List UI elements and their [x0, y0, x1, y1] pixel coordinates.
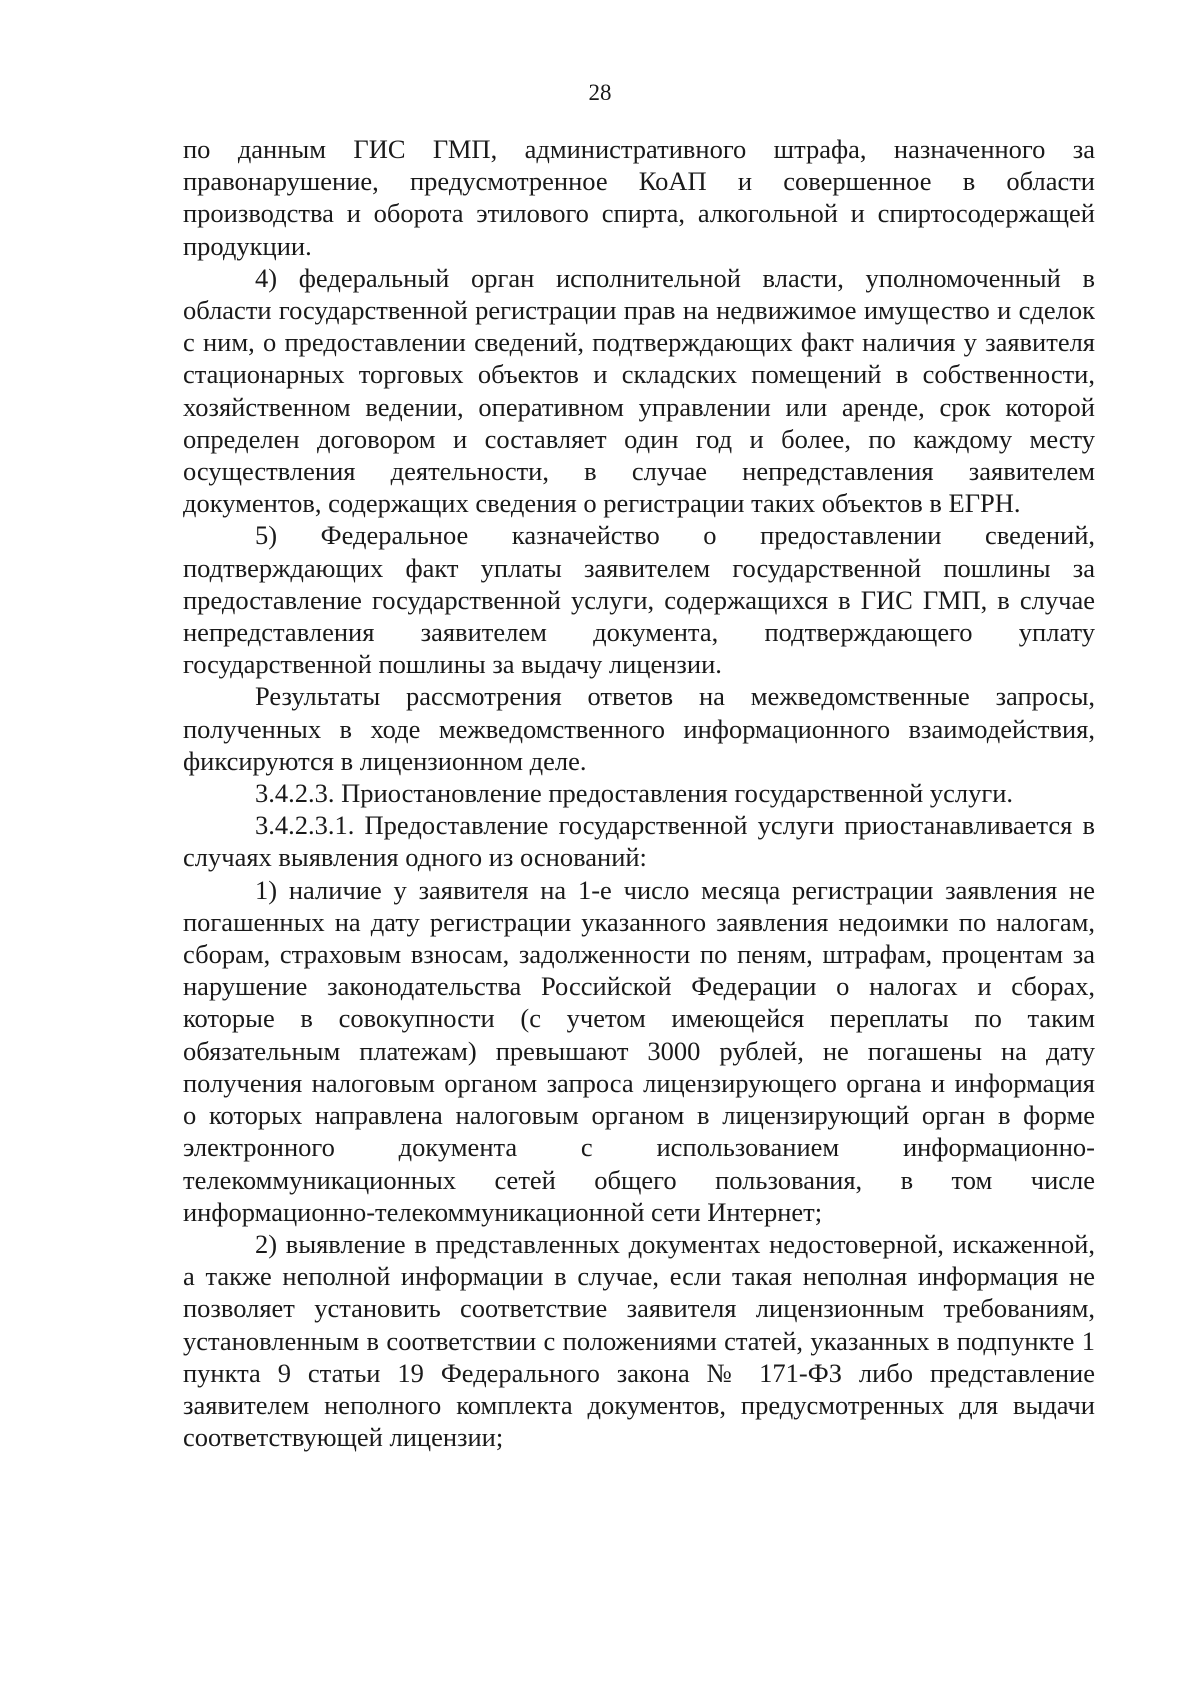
paragraph-3-4-2-3-1: 3.4.2.3.1. Предоставление государственной услуги приостанавливается в случаях выявления одного из оснований:	[183, 810, 1095, 873]
paragraph-continuation: по данным ГИС ГМП, административного штрафа, назначенного за правонарушение, предусмотренное КоАП и совершенное в области производства и оборота этилового спирта, алкогольной и спиртосодержащей продукции.	[183, 134, 1095, 261]
section-heading-3-4-2-3: 3.4.2.3. Приостановление предоставления государственной услуги.	[255, 778, 1014, 809]
paragraph-results: Результаты рассмотрения ответов на межведомственные запросы, полученных в ходе межведомственного информационного взаимодействия, фиксируются в лицензионном деле.	[183, 681, 1095, 776]
paragraph-suspension-item-1: 1) наличие у заявителя на 1-е число месяца регистрации заявления не погашенных на дату регистрации указанного заявления недоимки по налогам, сборам, страховым взносам, задолженности по пеням, штрафам, процентам за нарушение законодательства Российской Федерации о налогах и сборах, которые в совокупности (с учетом имеющейся переплаты по таким обязательным платежам) превышают 3000 рублей, не погашены на дату получения налоговым органом запроса лицензирующего органа и информация о которых направлена налоговым органом в лицензирующий орган в форме электронного документа с использованием информационно-телекоммуникационных сетей общего пользования, в том числе информационно-телекоммуникационной сети Интернет;	[183, 874, 1095, 1227]
document-body	[183, 133, 1095, 1453]
page-number: 28	[588, 80, 612, 105]
paragraph-item-4: 4) федеральный орган исполнительной власти, уполномоченный в области государственной регистрации прав на недвижимое имущество и сделок с ним, о предоставлении сведений, подтверждающих факт наличия у заявителя стационарных торговых объектов и складских помещений в собственности, хозяйственном ведении, оперативном управлении или аренде, срок которой определен договором и составляет один год и более, по каждому месту осуществления деятельности, в случае непредставления заявителем документов, содержащих сведения о регистрации таких объектов в ЕГРН.	[183, 262, 1095, 519]
paragraph-suspension-item-2: 2) выявление в представленных документах недостоверной, искаженной, а также неполной информации в случае, если такая неполная информация не позволяет установить соответствие заявителя лицензионным требованиям, установленным в соответствии с положениями статей, указанных в подпункте 1 пункта 9 статьи 19 Федерального закона № 171-ФЗ либо представление заявителем неполного комплекта документов, предусмотренных для выдачи соответствующей лицензии;	[183, 1228, 1095, 1453]
paragraph-item-5: 5) Федеральное казначейство о предоставлении сведений, подтверждающих факт уплаты заявителем государственной пошлины за предоставление государственной услуги, содержащихся в ГИС ГМП, в случае непредставления заявителем документа, подтверждающего уплату государственной пошлины за выдачу лицензии.	[183, 520, 1095, 680]
